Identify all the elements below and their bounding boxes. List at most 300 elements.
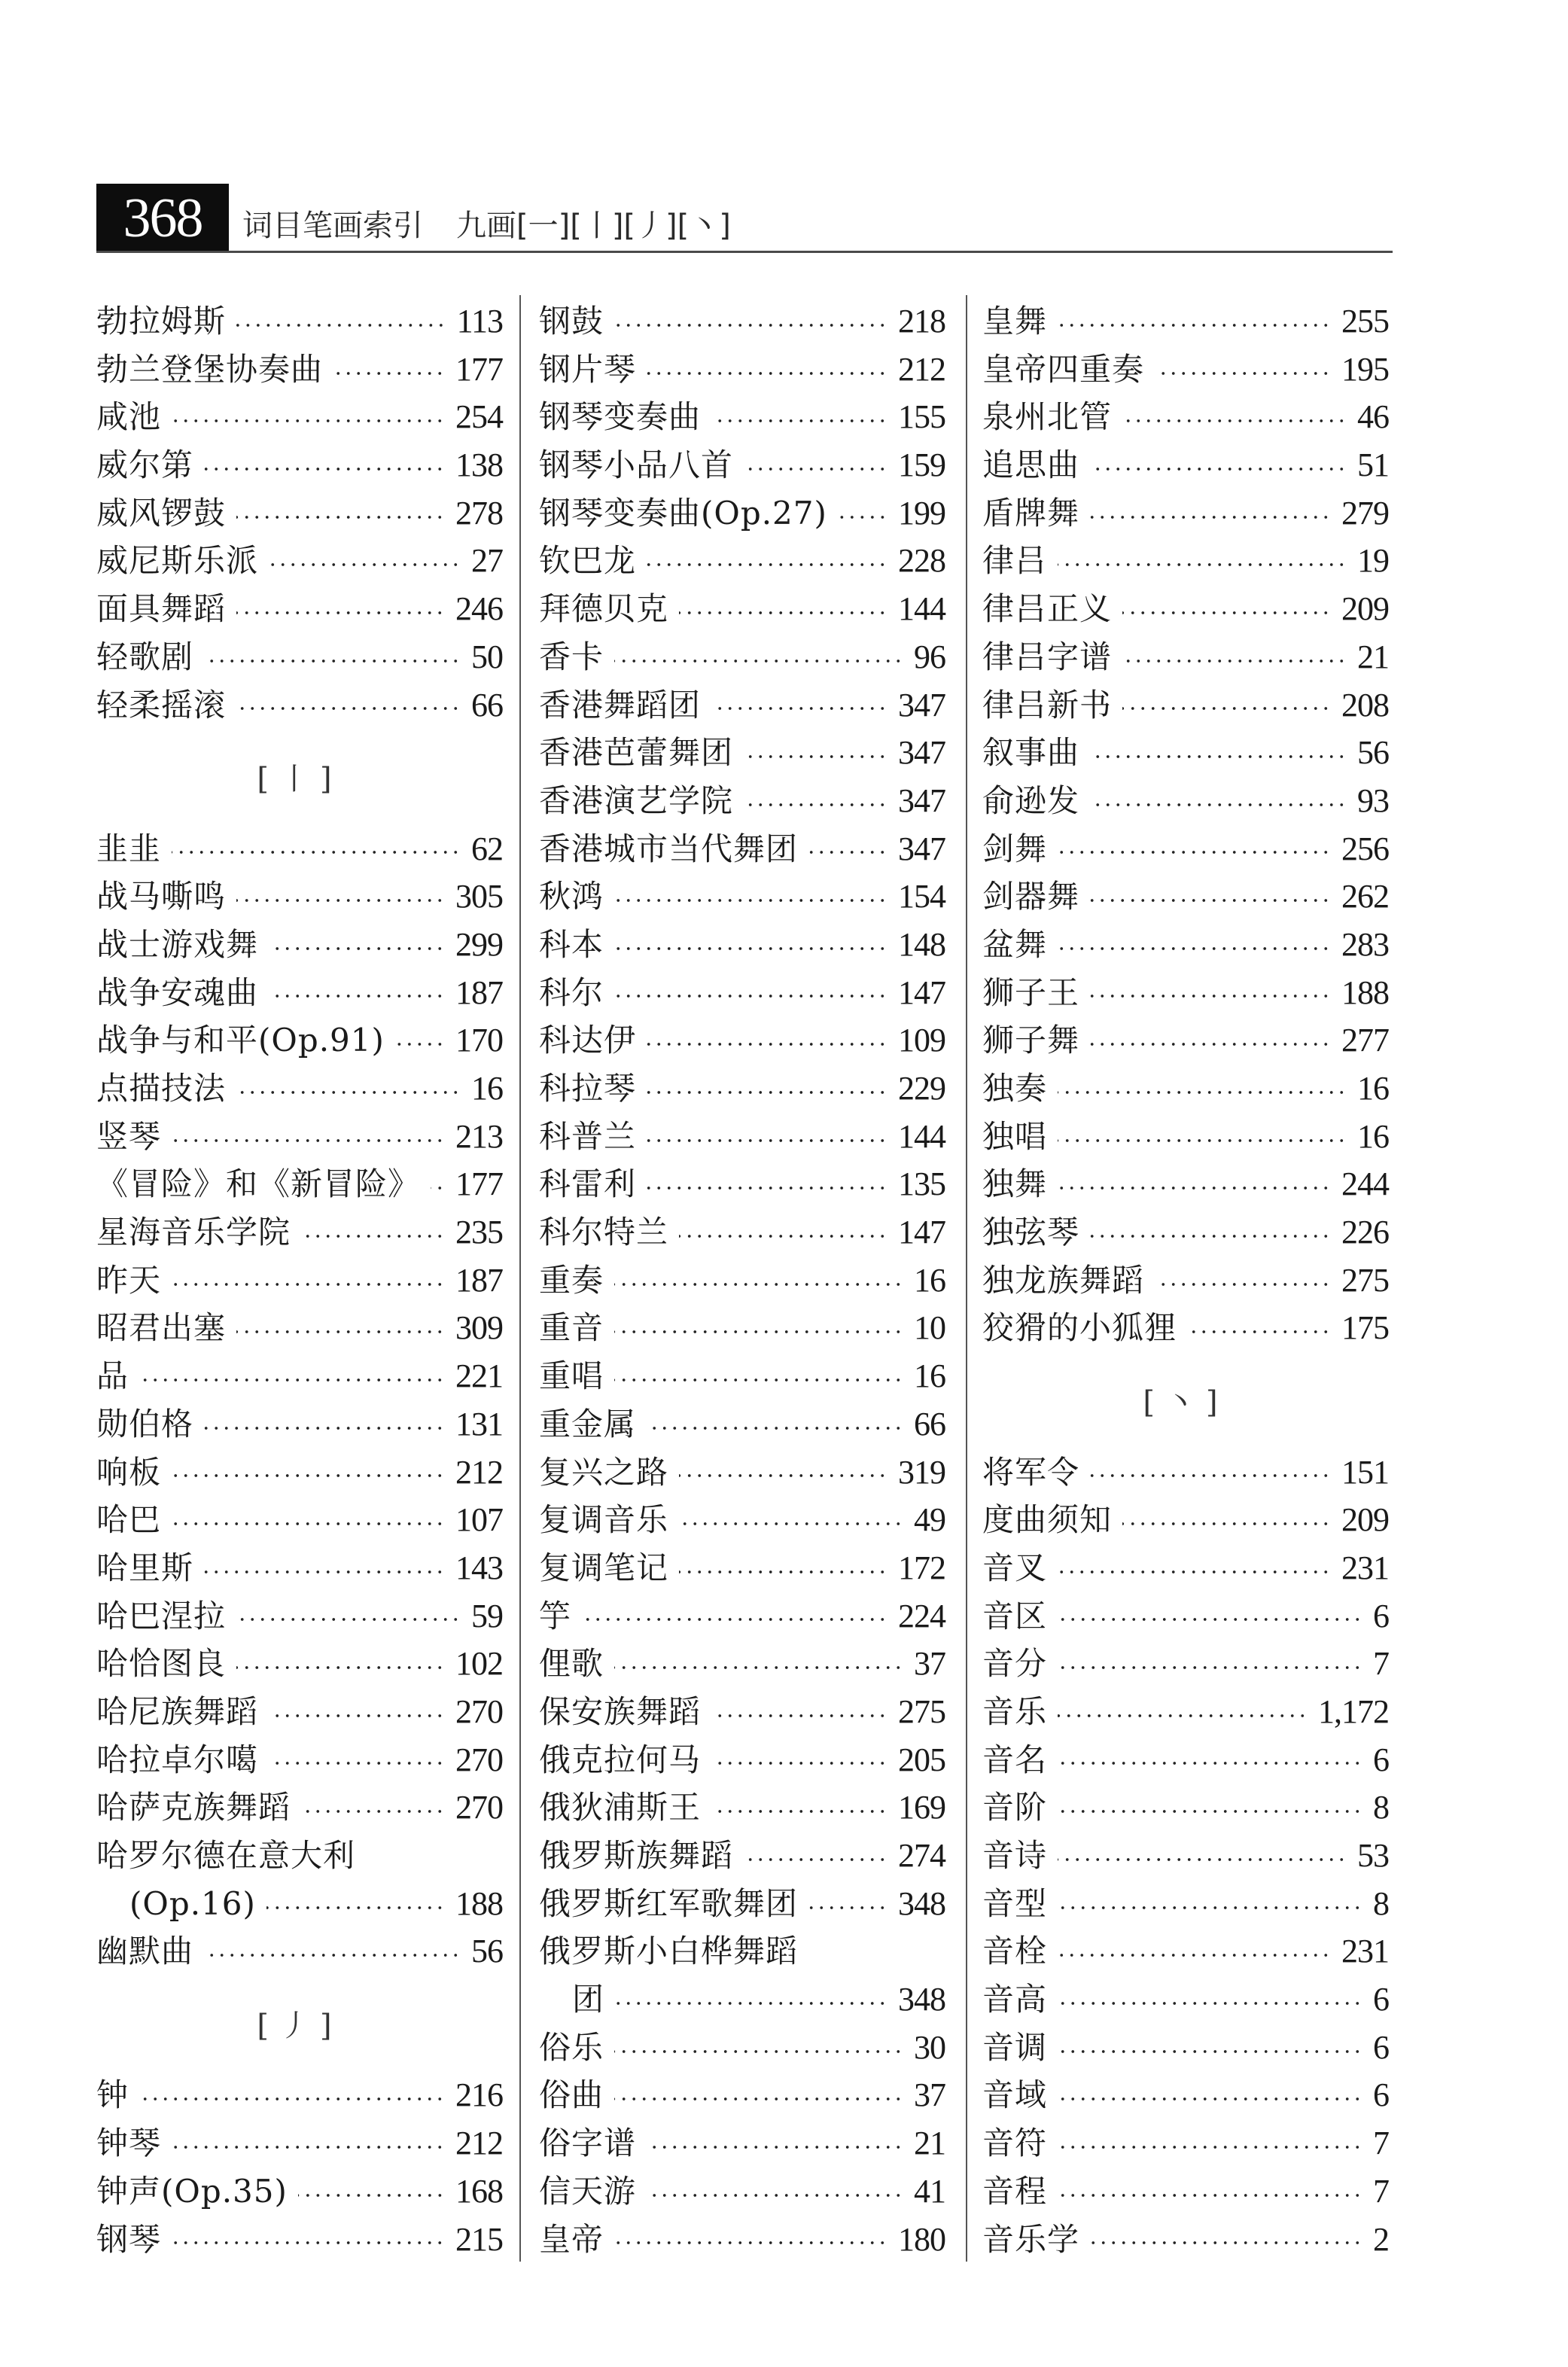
entry-page-number: 131 xyxy=(455,1405,503,1442)
entry-page-number: 256 xyxy=(1341,830,1389,867)
dot-leader xyxy=(236,706,461,711)
dot-leader xyxy=(1058,1138,1347,1143)
entry-page-number: 347 xyxy=(898,781,945,819)
entry-term: 竖琴 xyxy=(96,1117,162,1155)
index-entry xyxy=(982,969,1389,1017)
dot-leader xyxy=(298,2193,445,2198)
entry-page-number: 16 xyxy=(914,1357,945,1395)
index-entry xyxy=(96,1065,503,1113)
dot-leader xyxy=(395,1042,445,1046)
entry-term: 哈罗尔德在意大利 xyxy=(96,1837,356,1875)
entry-term: 钢琴 xyxy=(96,2220,162,2258)
entry-page-number: 177 xyxy=(455,350,503,388)
dot-leader xyxy=(333,371,445,376)
index-entry xyxy=(982,633,1389,681)
index-entry xyxy=(539,2071,945,2119)
entry-page-number: 299 xyxy=(455,925,503,963)
entry-term: 品 xyxy=(96,1357,129,1395)
entry-page-number: 348 xyxy=(898,1884,945,1922)
entry-term: 复兴之路 xyxy=(539,1453,669,1491)
entry-term: 盾牌舞 xyxy=(982,494,1080,532)
dot-leader xyxy=(1090,515,1331,519)
entry-page-number: 305 xyxy=(455,878,503,915)
index-entry xyxy=(539,1688,945,1736)
entry-term: 响板 xyxy=(96,1453,162,1491)
entry-page-number: 168 xyxy=(455,2172,503,2210)
entry-term: 狮子王 xyxy=(982,973,1080,1011)
dot-leader xyxy=(711,1809,888,1814)
index-entry xyxy=(982,1304,1389,1352)
entry-term: 香港城市当代舞团 xyxy=(539,830,799,867)
dot-leader xyxy=(647,1426,903,1430)
entry-page-number: 113 xyxy=(456,303,503,340)
entry-page-number: 270 xyxy=(455,1789,503,1826)
index-entry xyxy=(539,346,945,394)
entry-page-number: 229 xyxy=(898,1070,945,1107)
index-entry xyxy=(539,777,945,825)
entry-page-number: 228 xyxy=(898,542,945,580)
index-entry xyxy=(96,537,503,585)
entry-term: 独舞 xyxy=(982,1165,1048,1203)
dot-leader xyxy=(744,803,888,807)
entry-page-number: 16 xyxy=(1357,1070,1389,1107)
dot-leader xyxy=(1058,1186,1331,1190)
index-entry xyxy=(982,393,1389,441)
entry-page-number: 244 xyxy=(1341,1165,1389,1203)
entry-term: 音符 xyxy=(982,2125,1048,2162)
index-entry xyxy=(982,537,1389,585)
dot-leader xyxy=(614,946,888,951)
entry-page-number: 235 xyxy=(455,1214,503,1251)
dot-leader xyxy=(172,1138,445,1143)
entry-page-number: 254 xyxy=(455,398,503,436)
dot-leader xyxy=(236,898,445,903)
entry-term: 重唱 xyxy=(539,1357,604,1395)
dot-leader xyxy=(1058,1953,1331,1957)
index-entry xyxy=(539,681,945,730)
dot-leader xyxy=(269,562,461,567)
entry-term: 音名 xyxy=(982,1741,1048,1778)
entry-page-number: 37 xyxy=(914,2076,945,2114)
dot-leader xyxy=(1122,611,1331,615)
index-entry xyxy=(982,1016,1389,1065)
entry-page-number: 275 xyxy=(898,1692,945,1730)
dot-leader xyxy=(679,1522,903,1526)
index-entry xyxy=(982,1257,1389,1305)
dot-leader xyxy=(266,1905,445,1910)
entry-page-number: 187 xyxy=(455,1261,503,1299)
entry-term: 狡猾的小狐狸 xyxy=(982,1309,1177,1347)
entry-page-number: 59 xyxy=(471,1597,503,1634)
dot-leader xyxy=(236,515,445,519)
entry-page-number: 147 xyxy=(898,1214,945,1251)
index-entry xyxy=(96,681,503,730)
entry-term: 独弦琴 xyxy=(982,1214,1080,1251)
entry-term: 科拉琴 xyxy=(539,1070,637,1107)
entry-term: 保安族舞蹈 xyxy=(539,1692,702,1730)
entry-page-number: 6 xyxy=(1373,2028,1389,2066)
entry-page-number: 147 xyxy=(898,973,945,1011)
dot-leader xyxy=(1058,323,1331,327)
entry-page-number: 154 xyxy=(898,878,945,915)
dot-leader xyxy=(744,1857,888,1862)
entry-page-number: 224 xyxy=(898,1597,945,1634)
entry-page-number: 319 xyxy=(898,1453,945,1491)
index-entry xyxy=(982,1592,1389,1640)
index-entry xyxy=(539,1496,945,1544)
index-entry xyxy=(96,1352,503,1400)
dot-leader xyxy=(1090,1042,1331,1046)
dot-leader xyxy=(139,2097,445,2101)
entry-term: 勃拉姆斯 xyxy=(96,303,227,340)
entry-page-number: 175 xyxy=(1341,1309,1389,1347)
dot-leader xyxy=(744,467,888,471)
index-entry xyxy=(539,1832,945,1880)
entry-term: 音域 xyxy=(982,2076,1048,2114)
index-entry xyxy=(96,1257,503,1305)
index-entry xyxy=(982,921,1389,969)
index-entry xyxy=(539,1352,945,1400)
index-entry xyxy=(539,441,945,489)
index-entry xyxy=(96,1784,503,1832)
entry-term: 幽默曲 xyxy=(96,1933,194,1970)
index-entry xyxy=(539,873,945,921)
dot-leader xyxy=(1155,1282,1331,1287)
entry-term: 威风锣鼓 xyxy=(96,494,227,532)
dot-leader xyxy=(614,2097,903,2101)
index-entry xyxy=(982,777,1389,825)
index-entry xyxy=(539,1257,945,1305)
index-entry xyxy=(96,1592,503,1640)
entry-term: 音分 xyxy=(982,1645,1048,1683)
dot-leader xyxy=(1090,898,1331,903)
entry-term: 哈巴 xyxy=(96,1501,162,1539)
entry-page-number: 226 xyxy=(1341,1214,1389,1251)
entry-term: 独唱 xyxy=(982,1117,1048,1155)
entry-page-number: 221 xyxy=(455,1357,503,1395)
entry-term: 独奏 xyxy=(982,1070,1048,1107)
index-entry xyxy=(96,1688,503,1736)
dot-leader xyxy=(679,611,888,615)
dot-leader xyxy=(172,1282,445,1287)
dot-leader xyxy=(647,1186,888,1190)
dot-leader xyxy=(614,659,903,663)
dot-leader xyxy=(647,1138,888,1143)
entry-term: 科尔特兰 xyxy=(539,1214,669,1251)
entry-term: 音阶 xyxy=(982,1789,1048,1826)
entry-page-number: 6 xyxy=(1373,1597,1389,1634)
index-entry xyxy=(539,825,945,873)
index-entry xyxy=(539,1304,945,1352)
dot-leader xyxy=(647,562,888,567)
index-entry xyxy=(539,1592,945,1640)
entry-term: 战争与和平(Op.91) xyxy=(96,1022,385,1059)
index-entry xyxy=(539,1208,945,1257)
index-title: 词目笔画索引 xyxy=(242,209,423,243)
entry-term: 俄罗斯小白桦舞蹈 xyxy=(539,1933,799,1970)
dot-leader xyxy=(614,1282,903,1287)
index-entry xyxy=(539,1065,945,1113)
entry-page-number: 209 xyxy=(1341,590,1389,628)
index-entry xyxy=(539,489,945,538)
running-header xyxy=(242,203,731,248)
entry-page-number: 8 xyxy=(1373,1884,1389,1922)
dot-leader xyxy=(1058,1570,1331,1574)
index-column-2 xyxy=(539,297,945,2263)
dot-leader xyxy=(172,419,445,423)
index-entry xyxy=(96,1160,503,1208)
entry-page-number: 215 xyxy=(455,2220,503,2258)
index-entry xyxy=(539,1113,945,1161)
dot-leader xyxy=(1058,946,1331,951)
entry-term: 俚歌 xyxy=(539,1645,604,1683)
entry-term: 科尔 xyxy=(539,973,604,1011)
entry-term: 音调 xyxy=(982,2028,1048,2066)
entry-term: 战士游戏舞 xyxy=(96,925,259,963)
entry-page-number: 8 xyxy=(1373,1789,1389,1826)
entry-page-number: 188 xyxy=(455,1884,503,1922)
dot-leader xyxy=(1058,2097,1362,2101)
entry-term: 香港芭蕾舞团 xyxy=(539,734,734,772)
entry-page-number: 277 xyxy=(1341,1022,1389,1059)
dot-leader xyxy=(614,1665,903,1670)
index-entry xyxy=(539,729,945,777)
dot-leader xyxy=(1058,1617,1362,1622)
entry-page-number: 21 xyxy=(914,2125,945,2162)
dot-leader xyxy=(614,898,888,903)
entry-page-number: 143 xyxy=(455,1549,503,1586)
entry-term: 复调音乐 xyxy=(539,1501,669,1539)
entry-page-number: 56 xyxy=(471,1933,503,1970)
entry-term: 星海音乐学院 xyxy=(96,1214,291,1251)
index-entry xyxy=(96,346,503,394)
entry-term: 狮子舞 xyxy=(982,1022,1080,1059)
entry-term: 重金属 xyxy=(539,1405,637,1442)
dot-leader xyxy=(204,659,461,663)
index-entry xyxy=(982,1449,1389,1497)
entry-page-number: 56 xyxy=(1357,734,1389,772)
entry-page-number: 93 xyxy=(1357,781,1389,819)
entry-page-number: 62 xyxy=(471,830,503,867)
index-entry xyxy=(539,1880,945,1928)
index-entry xyxy=(539,2216,945,2264)
index-entry xyxy=(982,1880,1389,1928)
index-entry xyxy=(539,393,945,441)
dot-leader xyxy=(204,1953,461,1957)
index-entry xyxy=(982,2216,1389,2264)
dot-leader xyxy=(1058,1761,1362,1765)
entry-term: 重音 xyxy=(539,1309,604,1347)
index-entry xyxy=(96,873,503,921)
entry-term: 俄克拉何马 xyxy=(539,1741,702,1778)
index-entry xyxy=(982,441,1389,489)
dot-leader xyxy=(269,1714,445,1718)
index-entry xyxy=(96,2167,503,2216)
index-entry xyxy=(96,489,503,538)
dot-leader xyxy=(269,1761,445,1765)
dot-leader xyxy=(1058,2145,1362,2149)
index-entry xyxy=(96,1832,503,1880)
index-entry xyxy=(982,1832,1389,1880)
dot-leader xyxy=(172,1522,445,1526)
index-entry xyxy=(982,1976,1389,2024)
entry-page-number: 1,172 xyxy=(1318,1692,1389,1730)
index-entry xyxy=(539,1976,945,2024)
index-entry xyxy=(982,873,1389,921)
entry-page-number: 170 xyxy=(455,1022,503,1059)
dot-leader xyxy=(204,1570,445,1574)
entry-term: 钢鼓 xyxy=(539,303,604,340)
index-entry xyxy=(539,1449,945,1497)
entry-term: 韭韭 xyxy=(96,830,162,867)
entry-page-number: 212 xyxy=(455,2125,503,2162)
dot-leader xyxy=(1090,1473,1331,1478)
entry-term: 音栓 xyxy=(982,1933,1048,1970)
page-number-badge xyxy=(96,184,229,253)
index-entry xyxy=(96,297,503,346)
entry-page-number: 218 xyxy=(898,303,945,340)
index-entry xyxy=(539,297,945,346)
index-entry xyxy=(982,1496,1389,1544)
entry-term: 钟 xyxy=(96,2076,129,2114)
column-divider xyxy=(966,295,967,2262)
entry-page-number: 102 xyxy=(455,1645,503,1683)
entry-term: 战争安魂曲 xyxy=(96,973,259,1011)
dot-leader xyxy=(1058,1905,1362,1910)
entry-term: 科雷利 xyxy=(539,1165,637,1203)
entry-page-number: 275 xyxy=(1341,1261,1389,1299)
entry-page-number: 309 xyxy=(455,1309,503,1347)
index-entry xyxy=(539,921,945,969)
index-entry xyxy=(539,969,945,1017)
dot-leader xyxy=(647,2145,903,2149)
index-entry xyxy=(982,2119,1389,2167)
index-entry xyxy=(982,1640,1389,1688)
dot-leader xyxy=(172,2241,445,2245)
index-entry xyxy=(539,633,945,681)
dot-leader xyxy=(1058,1857,1347,1862)
index-entry xyxy=(539,1160,945,1208)
entry-term: 音区 xyxy=(982,1597,1048,1634)
index-entry xyxy=(96,441,503,489)
entry-page-number: 30 xyxy=(914,2028,945,2066)
entry-term: 律吕字谱 xyxy=(982,638,1113,675)
dot-leader xyxy=(582,1617,888,1622)
entry-term: 战马嘶鸣 xyxy=(96,878,227,915)
entry-page-number: 51 xyxy=(1357,446,1389,484)
entry-page-number: 212 xyxy=(898,350,945,388)
entry-term: 科本 xyxy=(539,925,604,963)
entry-page-number: 199 xyxy=(898,494,945,532)
dot-leader xyxy=(172,2145,445,2149)
index-entry xyxy=(539,2167,945,2216)
entry-term: 钟琴 xyxy=(96,2125,162,2162)
index-entry xyxy=(96,1544,503,1592)
entry-page-number: 213 xyxy=(455,1117,503,1155)
entry-page-number: 144 xyxy=(898,1117,945,1155)
entry-page-number: 7 xyxy=(1373,2172,1389,2210)
index-entry xyxy=(96,1640,503,1688)
entry-page-number: 187 xyxy=(455,973,503,1011)
entry-page-number: 195 xyxy=(1341,350,1389,388)
entry-page-number: 66 xyxy=(914,1405,945,1442)
entry-term: 科达伊 xyxy=(539,1022,637,1059)
entry-page-number: 46 xyxy=(1357,398,1389,436)
dot-leader xyxy=(1122,659,1347,663)
entry-term: 追思曲 xyxy=(982,446,1080,484)
index-entry xyxy=(539,2119,945,2167)
dot-leader xyxy=(301,1234,445,1238)
entry-page-number: 16 xyxy=(914,1261,945,1299)
dot-leader xyxy=(647,1042,888,1046)
entry-page-number: 216 xyxy=(455,2076,503,2114)
index-entry xyxy=(982,585,1389,633)
entry-page-number: 262 xyxy=(1341,878,1389,915)
dot-leader xyxy=(236,1330,445,1334)
entry-page-number: 270 xyxy=(455,1692,503,1730)
index-entry xyxy=(96,1880,503,1928)
entry-page-number: 279 xyxy=(1341,494,1389,532)
index-entry xyxy=(96,1304,503,1352)
entry-term: 哈巴涅拉 xyxy=(96,1597,227,1634)
index-entry xyxy=(96,1449,503,1497)
entry-page-number: 246 xyxy=(455,590,503,628)
entry-page-number: 212 xyxy=(455,1453,503,1491)
dot-leader xyxy=(301,1809,445,1814)
index-entry xyxy=(96,2071,503,2119)
index-entry xyxy=(96,1736,503,1784)
index-entry xyxy=(982,2024,1389,2072)
dot-leader xyxy=(236,611,445,615)
index-entry xyxy=(982,1544,1389,1592)
index-entry xyxy=(96,633,503,681)
header-rule xyxy=(96,251,1393,253)
entry-term: 香港演艺学院 xyxy=(539,781,734,819)
entry-term: 香港舞蹈团 xyxy=(539,686,702,724)
entry-page-number: 107 xyxy=(455,1501,503,1539)
entry-term: 拜德贝克 xyxy=(539,590,669,628)
entry-page-number: 27 xyxy=(471,542,503,580)
dot-leader xyxy=(614,1330,903,1334)
entry-page-number: 283 xyxy=(1341,925,1389,963)
entry-page-number: 144 xyxy=(898,590,945,628)
column-divider xyxy=(519,295,521,2262)
entry-term: 律吕 xyxy=(982,542,1048,580)
entry-term: 皇舞 xyxy=(982,303,1048,340)
entry-term: 哈里斯 xyxy=(96,1549,194,1586)
entry-term: 竽 xyxy=(539,1597,572,1634)
entry-page-number: 270 xyxy=(455,1741,503,1778)
index-column-1 xyxy=(96,297,503,2263)
entry-term: 盆舞 xyxy=(982,925,1048,963)
dot-leader xyxy=(1058,1809,1362,1814)
index-entry xyxy=(982,1208,1389,1257)
entry-page-number: 205 xyxy=(898,1741,945,1778)
entry-term: 叙事曲 xyxy=(982,734,1080,772)
entry-page-number: 274 xyxy=(898,1837,945,1874)
index-entry xyxy=(982,681,1389,730)
entry-term: 轻柔摇滚 xyxy=(96,686,227,724)
dot-leader xyxy=(614,323,888,327)
dot-leader xyxy=(711,706,888,711)
dot-leader xyxy=(1090,467,1347,471)
index-entry xyxy=(982,297,1389,346)
entry-term: 重奏 xyxy=(539,1261,604,1299)
dot-leader xyxy=(172,850,461,854)
index-entry xyxy=(96,825,503,873)
index-entry xyxy=(96,1016,503,1065)
index-entry xyxy=(96,1113,503,1161)
